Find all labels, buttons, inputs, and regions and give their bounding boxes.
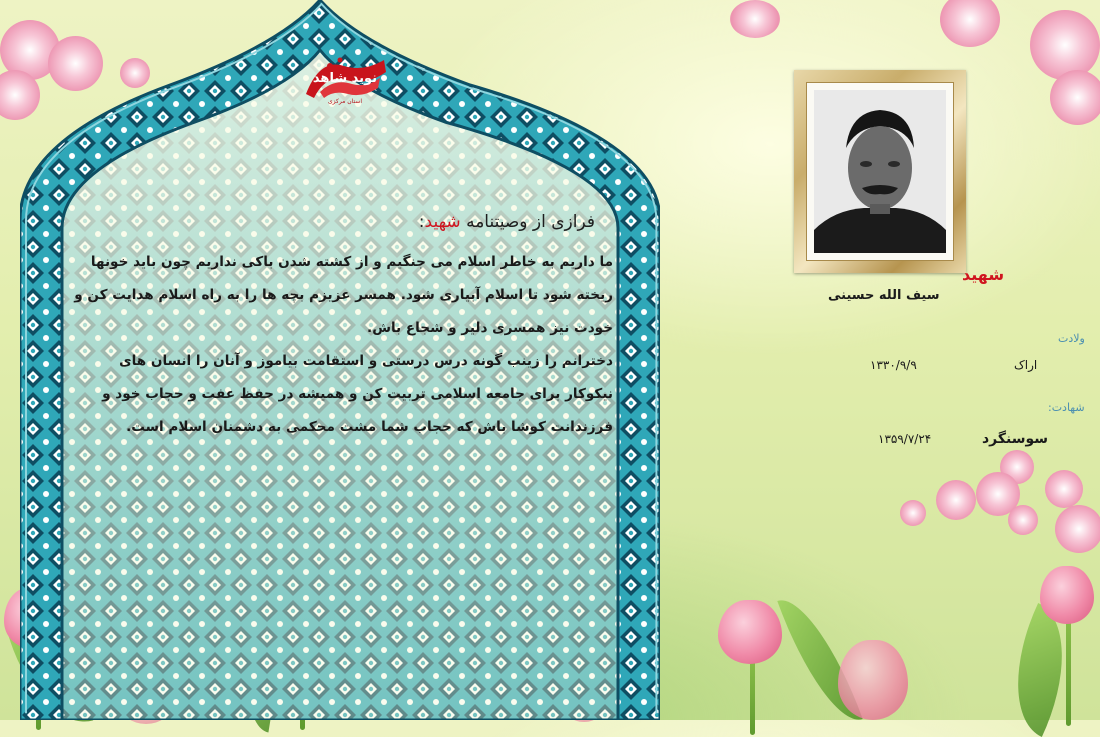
blossom-right-5 [1055, 505, 1100, 553]
portrait-frame [794, 70, 966, 273]
stem-4 [1066, 616, 1071, 726]
heading-accent: شهید [424, 212, 461, 232]
blossom-right-4 [1045, 470, 1083, 508]
blossom-right-7 [1008, 505, 1038, 535]
portrait-mat [806, 82, 954, 261]
martyrdom-date: ۱۳۵۹/۷/۲۴ [878, 432, 932, 446]
leaf-4 [987, 603, 1092, 737]
tulip-6 [1040, 566, 1094, 624]
logo-mark [300, 54, 390, 102]
martyrdom-place: سوسنگرد [982, 431, 1049, 447]
birth-label: ولادت [1058, 332, 1085, 345]
logo-main-text: نوید شاهد [312, 71, 378, 86]
logo-subtitle: استان مرکزی [327, 98, 363, 105]
blossom-top-right-3 [1030, 10, 1100, 80]
blossom-top-right-2 [940, 0, 1000, 47]
martyr-title: شهید [962, 265, 1005, 284]
heading-suffix: : [418, 212, 425, 232]
portrait-image [814, 90, 946, 253]
martyrdom-label: شهادت: [1048, 401, 1085, 414]
blossom-top-right-1 [730, 0, 780, 38]
will-paragraph-2: دخترانم را زینب گونه درس درستی و استقامت بیاموز و آنان را انسان های نیکوکار برای جامعه اسلامی تربیت کن و همیشه در حفظ عفت و حجاب خود و فرزندانت کوشا باش که حجاب شما مشت محکمی به دشمنان اسلام است. [102, 353, 613, 435]
tulip-5 [838, 640, 908, 720]
heading-prefix: فرازی از وصیتنامه [460, 212, 595, 232]
will-paragraph-1: ما داریم به خاطر اسلام می جنگیم و از کشته شدن باکی نداریم چون باید خونها ریخته شود تا اسلام آبیاری شود. همسر عزیزم بچه ها را به راه اسلام هدایت کن و خودت نیز همسری دلیر و شجاع باش. [74, 254, 613, 336]
blossom-right-6 [900, 500, 926, 526]
blossom-top-right-4 [1050, 70, 1100, 125]
logo [300, 54, 390, 112]
martyr-name: سیف الله حسینی [828, 288, 940, 303]
tulip-4 [718, 600, 782, 664]
will-section [58, 200, 613, 444]
birth-place: اراک [1014, 358, 1038, 372]
blossom-right-2 [936, 480, 976, 520]
portrait-photo [814, 90, 946, 253]
birth-date: ۱۳۳۰/۹/۹ [870, 358, 917, 372]
stem-3 [750, 655, 755, 735]
will-heading [58, 212, 595, 232]
